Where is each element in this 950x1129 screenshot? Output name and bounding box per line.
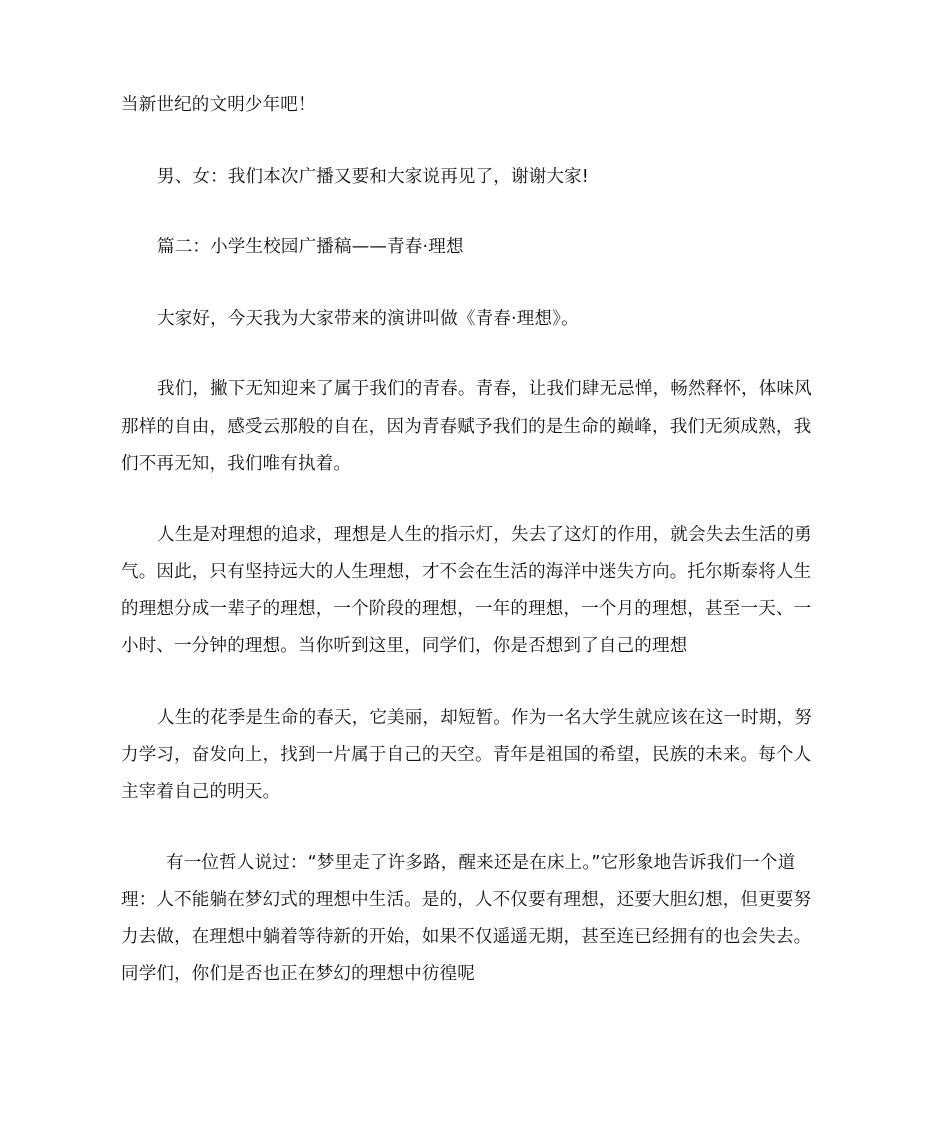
text-line: 气。因此，只有坚持远大的人生理想，才不会在生活的海洋中迷失方向。托尔斯泰将人生 bbox=[121, 562, 812, 582]
text-line: 们不再无知，我们唯有执着。 bbox=[121, 454, 352, 474]
text-line: 男、女：我们本次广播又要和大家说再见了，谢谢大家! bbox=[157, 167, 590, 187]
text-line: 人生的花季是生命的春天，它美丽，却短暂。作为一名大学生就应该在这一时期，努 bbox=[157, 708, 812, 728]
text-line: 有一位哲人说过：“梦里走了许多路，醒来还是在床上。”它形象地告诉我们一个道 bbox=[166, 853, 796, 873]
text-line: 理：人不能躺在梦幻式的理想中生活。是的，人不仅要有理想，还要大胆幻想，但更要努 bbox=[121, 890, 812, 910]
text-line: 力学习，奋发向上，找到一片属于自己的天空。青年是祖国的希望，民族的未来。每个人 bbox=[121, 745, 812, 765]
text-line: 当新世纪的文明少年吧！ bbox=[121, 95, 316, 115]
text-line: 的理想分成一辈子的理想，一个阶段的理想，一年的理想，一个月的理想，甚至一天、一 bbox=[121, 599, 812, 619]
text-line: 我们，撇下无知迎来了属于我们的青春。青春，让我们肆无忌惮，畅然释怀，体味风 bbox=[157, 379, 812, 399]
text-line: 力去做，在理想中躺着等待新的开始，如果不仅遥遥无期，甚至连已经拥有的也会失去。 bbox=[121, 927, 812, 947]
text-line: 大家好，今天我为大家带来的演讲叫做《青春·理想》。 bbox=[157, 309, 579, 329]
text-line: 人生是对理想的追求，理想是人生的指示灯，失去了这灯的作用，就会失去生活的勇 bbox=[157, 525, 812, 545]
text-line: 同学们，你们是否也正在梦幻的理想中彷徨呢 bbox=[121, 964, 475, 984]
text-line: 主宰着自己的明天。 bbox=[121, 782, 281, 802]
text-line: 小时、一分钟的理想。当你听到这里，同学们，你是否想到了自己的理想 bbox=[121, 636, 688, 656]
text-line: 那样的自由，感受云那般的自在，因为青春赋予我们的是生命的巅峰，我们无须成熟，我 bbox=[121, 417, 812, 437]
section-heading: 篇二：小学生校园广播稿——青春·理想 bbox=[157, 237, 464, 257]
